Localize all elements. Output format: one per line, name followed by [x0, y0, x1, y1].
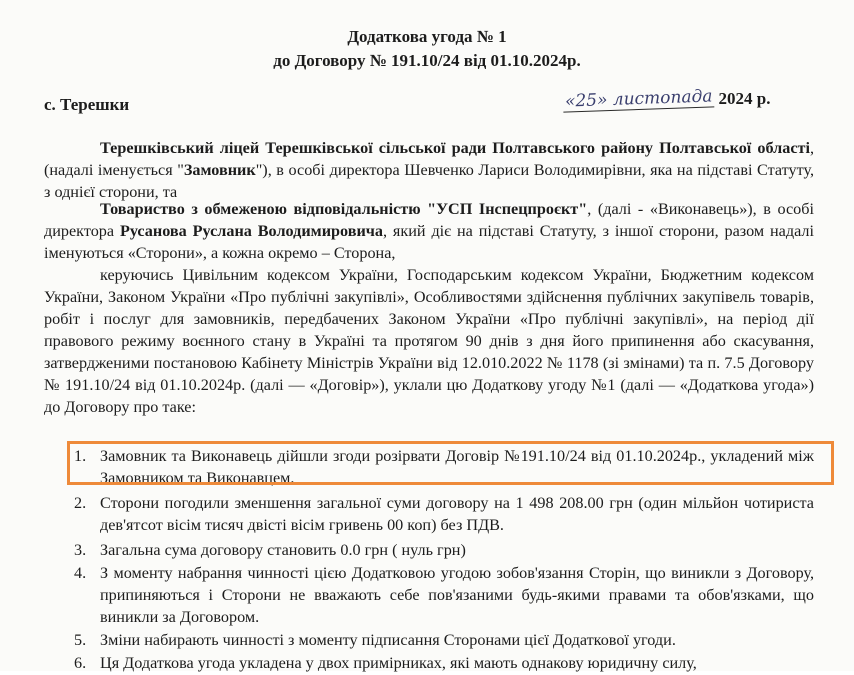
paragraph-customer	[44, 137, 814, 203]
item-number: 5.	[74, 631, 87, 649]
customer-text-a: , (надалі іменується "	[44, 139, 814, 179]
customer-role: Замовник	[183, 161, 256, 179]
date-year: 2024 р.	[718, 89, 771, 108]
customer-name: Терешківський ліцей Терешківської сільської ради Полтавського району Полтавської області	[100, 139, 810, 157]
city-label: с. Терешки	[44, 95, 130, 114]
item-number: 4.	[74, 564, 87, 582]
item-number: 6.	[74, 654, 87, 672]
agreement-items-list	[44, 445, 814, 675]
document-subtitle: до Договору № 191.10/24 від 01.10.2024р.	[273, 51, 581, 70]
item-number: 2.	[74, 494, 87, 512]
contractor-director: Русанова Руслана Володимировича	[119, 222, 384, 240]
item-text: З моменту набрання чинності цією Додатковою угодою зобов'язання Сторін, що виникли з Договору, припиняються і Сторони не вважають себе пов'язаними будь-якими правами та обов'язками, що виникли за Договором.	[100, 564, 814, 626]
list-item	[44, 492, 814, 538]
item-number: 3.	[74, 541, 87, 559]
contractor-name: Товариство з обмеженою відповідальністю "УСП Інспецпроєкт"	[100, 200, 588, 218]
document-date	[563, 86, 771, 112]
item-number: 1.	[74, 447, 87, 465]
item-text: Загальна сума договору становить 0.0 грн ( нуль грн)	[100, 541, 466, 559]
item-text: Ця Додаткова угода укладена у двох примірниках, які мають однакову юридичну силу,	[100, 654, 697, 672]
item-text: Сторони погодили зменшення загальної суми договору на 1 498 208.00 грн (один мільйон чотириста дев'ятсот вісім тисяч двісті вісім гривень 00 коп) без ПДВ.	[100, 494, 814, 534]
document-title: Додаткова угода № 1	[347, 27, 507, 46]
paragraph-contractor	[44, 198, 814, 264]
list-item	[44, 539, 814, 561]
contractor-text-b: , який діє на підставі Статуту, з іншої сторони, разом надалі іменуються «Сторони», а кожна окремо – Сторона,	[44, 222, 815, 262]
item-text: Зміни набирають чинності з моменту підписання Сторонами цієї Додаткової угоди.	[100, 631, 676, 649]
contractor-text-a: , (далі - «Виконавець»), в особі директора	[44, 200, 814, 240]
list-item	[44, 562, 814, 628]
handwritten-date: «25» листопада	[563, 86, 715, 112]
paragraph-legal-basis: керуючись Цивільним кодексом України, Господарським кодексом України, Бюджетним кодексом України, Законом України «Про публічні закупівлі», Особливостями здійснення публічних закупівель товарів, робіт і послуг для замовників, передбачених Законом України «Про публічні закупівлі», на період дії правового режиму воєнного стану в Україні та протягом 90 днів з дня його припинення або скасування, затвердженими постановою Кабінету Міністрів України від 12.010.2022 № 1178 (зі змінами) та п. 7.5 Договору № 191.10/24 від 01.10.2024р. (далі — «Договір»), уклали цю Додаткову угоду №1 (далі — «Додаткова угода») до Договору про таке:	[44, 266, 814, 416]
customer-text-b: "), в особі директора Шевченко Лариси Володимирівни, яка на підставі Статуту, з однієї сторони, та	[44, 161, 815, 201]
item-text: Замовник та Виконавець дійшли згоди розірвати Договір №191.10/24 від 01.10.2024р., укладений між Замовником та Виконавцем.	[100, 447, 814, 487]
list-item	[44, 445, 814, 491]
list-item	[44, 629, 814, 651]
